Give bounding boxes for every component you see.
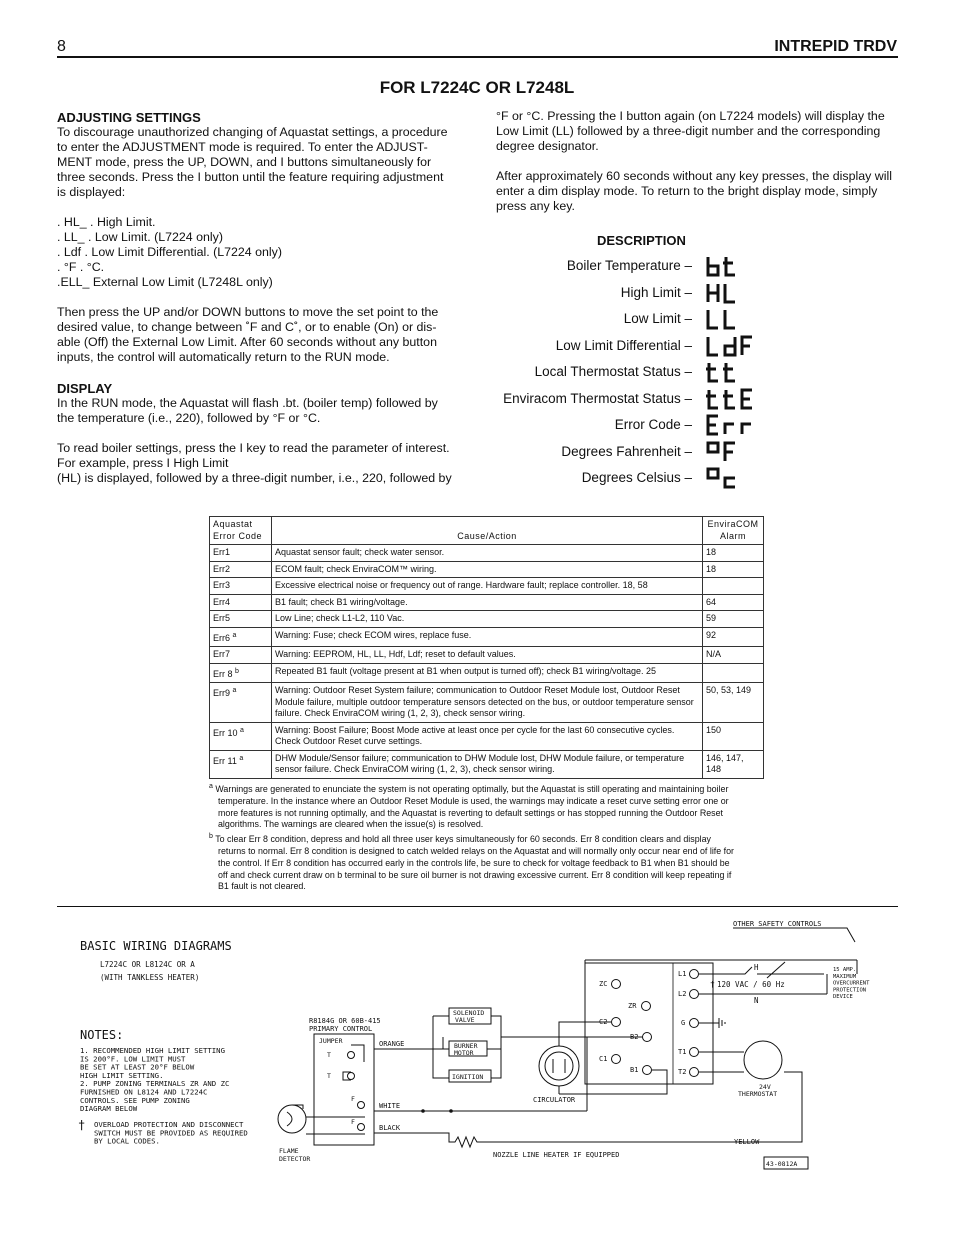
note-line: 2. PUMP ZONING TERMINALS ZR AND ZC xyxy=(80,1079,230,1089)
note-line: IS 200°F. LOW LIMIT MUST xyxy=(80,1054,186,1064)
text-line: inputs, the control will automatically return to the RUN mode. xyxy=(57,350,390,364)
display-heading: DISPLAY xyxy=(57,381,113,396)
display-code-ldf-icon xyxy=(705,334,760,358)
section-rule xyxy=(57,906,898,907)
burner-motor-label: MOTOR xyxy=(454,1049,474,1057)
cause-action-cell: ECOM fault; check EnviraCOM™ wiring. xyxy=(272,561,703,578)
vac-label: 120 VAC / 60 Hz xyxy=(717,980,785,989)
text-line: . °F . °C. xyxy=(57,260,105,274)
note-line: PROTECTION xyxy=(833,987,867,994)
table-row xyxy=(210,663,764,683)
svg-text:B1: B1 xyxy=(630,1066,639,1074)
note-line: DEVICE xyxy=(833,994,853,1001)
terminal-labels xyxy=(599,970,699,1077)
display-code-oc-icon xyxy=(705,466,743,490)
text-line: Then press the UP and/or DOWN buttons to move the set point to the xyxy=(57,305,439,319)
error-code-cell: Err6 $^a$ xyxy=(210,627,272,647)
svg-text:SOLENOID: SOLENOID xyxy=(453,1009,485,1017)
svg-text:L1: L1 xyxy=(678,970,687,978)
cause-action-cell: Warning: EEPROM, HL, LL, Hdf, Ldf; reset to default values. xyxy=(272,647,703,664)
dagger-icon: † xyxy=(78,1118,86,1132)
text-line: is displayed: xyxy=(57,185,126,199)
note-line: OVERCURRENT xyxy=(833,980,870,987)
note-line: BY LOCAL CODES. xyxy=(94,1136,160,1146)
svg-text:L2: L2 xyxy=(678,990,687,998)
svg-text:H: H xyxy=(754,963,759,972)
text-line: After approximately 60 seconds without any key presses, the display will xyxy=(496,169,893,183)
table-row xyxy=(210,627,764,647)
dagger-note xyxy=(94,1120,248,1146)
note-line: SWITCH MUST BE PROVIDED AS REQUIRED xyxy=(94,1128,248,1138)
svg-text:YELLOW: YELLOW xyxy=(734,1138,760,1146)
flame-detector-label: DETECTOR xyxy=(279,1155,311,1163)
cause-action-cell: B1 fault; check B1 wiring/voltage. xyxy=(272,594,703,611)
description-label: Boiler Temperature – xyxy=(566,258,692,273)
svg-text:T2: T2 xyxy=(678,1068,687,1076)
svg-text:T: T xyxy=(327,1051,331,1059)
table-row xyxy=(210,647,764,664)
primary-control-label: PRIMARY CONTROL xyxy=(309,1025,373,1033)
alarm-cell: N/A xyxy=(703,647,764,664)
note-line: DIAGRAM BELOW xyxy=(80,1104,138,1114)
svg-text:F: F xyxy=(351,1095,355,1103)
adjusting-intro xyxy=(57,125,467,200)
page-number: 8 xyxy=(57,38,66,55)
wiring-subtitle-1: L7224C OR L8124C OR A xyxy=(100,960,195,969)
adjusting-list xyxy=(57,215,467,290)
description-label: Low Limit Differential – xyxy=(555,337,692,353)
notes-title: NOTES: xyxy=(80,1028,124,1042)
note-line: FURNISHED ON L8124 AND L7224C xyxy=(80,1087,208,1097)
text-line: To discourage unauthorized changing of Aquastat settings, a procedure xyxy=(57,125,448,139)
note-line: MAXIMUM xyxy=(833,973,857,980)
alarm-cell: 18 xyxy=(703,561,764,578)
right-column xyxy=(496,109,906,214)
other-safety-label: OTHER SAFETY CONTROLS xyxy=(733,920,822,928)
text-line: three seconds. Press the I button until the feature requiring adjustment xyxy=(57,170,444,184)
display-code-of-icon xyxy=(705,440,743,464)
display-code-hl-icon xyxy=(705,281,743,305)
adjusting-then xyxy=(57,305,467,365)
display-code-err-icon xyxy=(705,413,760,437)
description-label: Local Thermostat Status – xyxy=(534,364,692,379)
error-code-cell: Err5 xyxy=(210,611,272,628)
table-row xyxy=(210,545,764,562)
svg-text:G: G xyxy=(681,1019,686,1027)
alarm-cell: 59 xyxy=(703,611,764,628)
error-code-cell: Err3 xyxy=(210,578,272,595)
solenoid-label: VALVE xyxy=(455,1016,475,1024)
note-line: BE SET AT LEAST 20°F BELOW xyxy=(80,1062,195,1072)
text-line: degree designator. xyxy=(496,139,599,153)
display-code-tte-icon xyxy=(705,387,760,411)
right-p2 xyxy=(496,169,906,214)
svg-text:24V: 24V xyxy=(759,1083,771,1091)
header-rule xyxy=(57,56,898,58)
adjusting-heading: ADJUSTING SETTINGS xyxy=(57,110,201,125)
table-row xyxy=(210,683,764,723)
alarm-cell: 146, 147, 148 xyxy=(703,750,764,778)
header-enviracom-alarm: EnviraCOM Alarm xyxy=(703,517,764,545)
text-line: MENT mode, press the UP, DOWN, and I buttons simultaneously for xyxy=(57,155,432,169)
table-row xyxy=(210,722,764,750)
svg-text:BURNER: BURNER xyxy=(454,1042,478,1050)
text-line: . HL_ . High Limit. xyxy=(57,215,156,229)
description-label: Degrees Fahrenheit – xyxy=(561,443,692,459)
svg-text:†: † xyxy=(710,980,715,989)
text-line: °F or °C. Pressing the I button again (on L7224 models) will display the xyxy=(496,109,885,123)
table-row xyxy=(210,750,764,778)
svg-text:B2: B2 xyxy=(630,1033,639,1041)
brand-title: INTREPID TRDV xyxy=(774,38,897,55)
svg-text:JUMPER: JUMPER xyxy=(319,1037,343,1045)
error-code-cell: Err4 xyxy=(210,594,272,611)
description-label: Enviracom Thermostat Status – xyxy=(503,390,692,406)
error-code-cell: Err 11 $^a$ xyxy=(210,750,272,778)
description-label: High Limit – xyxy=(620,284,692,300)
svg-text:ZC: ZC xyxy=(599,980,608,988)
svg-text:C2: C2 xyxy=(599,1018,608,1026)
cause-action-cell: DHW Module/Sensor failure; communication to DHW Module lost, DHW Module failure, or temperature sensor failure. Check EnviraCOM wiring (1, 2, 3), check sensor wiring. xyxy=(272,750,703,778)
table-row xyxy=(210,611,764,628)
table-row xyxy=(210,561,764,578)
header-error-code: Aquastat Error Code xyxy=(210,517,272,545)
display-p2 xyxy=(57,441,467,486)
description-label: Error Code – xyxy=(614,417,692,432)
display-p1 xyxy=(57,396,467,426)
svg-text:C1: C1 xyxy=(599,1055,608,1063)
text-line: able (Off) the External Low Limit. After 60 seconds without any button xyxy=(57,335,437,349)
page-title: FOR L7224C OR L7248L xyxy=(379,78,575,97)
description-label: Low Limit – xyxy=(623,311,692,326)
description-label: Degrees Celsius – xyxy=(581,470,692,485)
header-cause-action: Cause/Action xyxy=(272,517,703,545)
text-line: To read boiler settings, press the I key to read the parameter of interest. xyxy=(57,441,450,455)
svg-text:FLAME: FLAME xyxy=(279,1147,299,1155)
error-code-table xyxy=(209,516,764,779)
error-code-cell: Err7 xyxy=(210,647,272,664)
text-line: . LL_ . Low Limit. (L7224 only) xyxy=(57,230,223,244)
text-line: Low Limit (LL) followed by a three-digit number and the corresponding xyxy=(496,124,881,138)
thermostat-label: THERMOSTAT xyxy=(738,1090,778,1098)
error-code-cell: Err 10 $^a$ xyxy=(210,722,272,750)
right-p1 xyxy=(496,109,906,154)
text-line: In the RUN mode, the Aquastat will flash .bt. (boiler temp) followed by xyxy=(57,396,438,410)
error-code-cell: Err 8 $^b$ xyxy=(210,663,272,683)
svg-text:ORANGE: ORANGE xyxy=(379,1040,405,1048)
ignition-label: IGNITION xyxy=(452,1073,484,1081)
cause-action-cell: Excessive electrical noise or frequency out of range. Hardware fault; replace controller. 18, 58 xyxy=(272,578,703,595)
note-line: HIGH LIMIT SETTING. xyxy=(80,1070,164,1080)
figure-number: 43-0812A xyxy=(766,1160,798,1168)
footnotes xyxy=(209,781,739,893)
text-line: enter a dim display mode. To return to the bright display mode, simply xyxy=(496,184,878,198)
svg-text:ZR: ZR xyxy=(628,1002,637,1010)
wiring-diagram xyxy=(57,912,898,1182)
circulator-label: CIRCULATOR xyxy=(533,1096,576,1104)
svg-text:N: N xyxy=(754,996,759,1005)
note-line: 1. RECOMMENDED HIGH LIMIT SETTING xyxy=(80,1046,225,1055)
table-row xyxy=(210,578,764,595)
cause-action-cell: Aquastat sensor fault; check water sensor. xyxy=(272,545,703,562)
cause-action-cell: Warning: Outdoor Reset System failure; communication to Outdoor Reset Module lost, Outdoor Reset Module failure, multiple outdoor temperature sensors detected on the bus, or outdoor temperature sensor failure. Check EnviraCOM wiring (1, 2, 3), check sensor wiring. xyxy=(272,683,703,723)
error-code-cell: Err2 xyxy=(210,561,272,578)
nozzle-heater-label: NOZZLE LINE HEATER IF EQUIPPED xyxy=(493,1151,620,1159)
wiring-notes xyxy=(80,1046,229,1113)
footnote-a: $^a$ Warnings are generated to enunciate the system is not operating optimally, but the Aquastat is still operating and maintaining boiler temperature. In the instance where an Outdoor Reset Module is used, the warnings may indicate a reset curve setting error one or more features is not running optimally, and the Aquastat is reverting to default settings or has stopped running the Outdoor Reset algorithms. The warnings are cleared when the issue(s) is resolved. xyxy=(209,783,729,830)
svg-text:BLACK: BLACK xyxy=(379,1124,401,1132)
text-line: For example, press I High Limit xyxy=(57,456,229,470)
text-line: press any key. xyxy=(496,199,575,213)
table-row xyxy=(210,594,764,611)
text-line: desired value, to change between ˚F and C˚, or to enable (On) or dis- xyxy=(57,320,437,334)
note-line: OVERLOAD PROTECTION AND DISCONNECT xyxy=(94,1120,244,1129)
alarm-cell: 18 xyxy=(703,545,764,562)
wiring-subtitle-2: (WITH TANKLESS HEATER) xyxy=(100,973,200,982)
footnote-b: $^b$ To clear Err 8 condition, depress and hold all three user keys simultaneously for 60 seconds. Err 8 condition clears and display returns to normal. Err 8 condition is designed to catch welded relays on the Aquastat and will normally only occur near end of life for the control. If Err 8 condition has occurred early in the controls life, be sure to check for voltage feedback to B1 when B1 should be off and check current draw on b terminal to be sure oil burner is not drawing excessive current. Err 8 condition will keep repeating if B1 fault is not cleared. xyxy=(209,833,735,892)
alarm-cell: 64 xyxy=(703,594,764,611)
table-header-row xyxy=(210,517,764,545)
text-line: (HL) is displayed, followed by a three-digit number, i.e., 220, followed by xyxy=(57,471,452,485)
note-line: CONTROLS. SEE PUMP ZONING xyxy=(80,1095,190,1105)
error-code-cell: Err1 xyxy=(210,545,272,562)
left-column xyxy=(57,110,467,486)
alarm-cell: 50, 53, 149 xyxy=(703,683,764,723)
svg-text:T: T xyxy=(327,1072,331,1080)
svg-text:R8184G OR 60B-415: R8184G OR 60B-415 xyxy=(309,1017,381,1025)
text-line: to enter the ADJUSTMENT mode is required. To enter the ADJUST- xyxy=(57,140,428,154)
description-title: DESCRIPTION xyxy=(597,233,686,248)
alarm-cell: 92 xyxy=(703,627,764,647)
svg-text:WHITE: WHITE xyxy=(379,1102,401,1110)
svg-text:T1: T1 xyxy=(678,1048,687,1056)
error-code-cell: Err9 $^a$ xyxy=(210,683,272,723)
cause-action-cell: Warning: Boost Failure; Boost Mode active at least once per cycle for the last 60 consecutive cycles. Check Outdoor Reset curve settings. xyxy=(272,722,703,750)
cause-action-cell: Low Line; check L1-L2, 110 Vac. xyxy=(272,611,703,628)
overcurrent-note xyxy=(833,967,870,1000)
display-code-bt-icon xyxy=(705,254,743,278)
text-line: . Ldf . Low Limit Differential. (L7224 only) xyxy=(57,245,282,259)
wiring-title: BASIC WIRING DIAGRAMS xyxy=(80,939,232,953)
text-line: .ELL_ External Low Limit (L7248L only) xyxy=(57,275,273,289)
cause-action-cell: Repeated B1 fault (voltage present at B1 when output is turned off); check B1 wiring/voltage. 25 xyxy=(272,663,703,683)
alarm-cell xyxy=(703,663,764,683)
alarm-cell xyxy=(703,578,764,595)
svg-text:F: F xyxy=(351,1118,355,1126)
text-line: the temperature (i.e., 220), followed by °F or °C. xyxy=(57,411,321,425)
alarm-cell: 150 xyxy=(703,722,764,750)
note-line: 15 AMP. xyxy=(833,967,857,973)
cause-action-cell: Warning: Fuse; check ECOM wires, replace fuse. xyxy=(272,627,703,647)
display-code-tt-icon xyxy=(705,360,743,384)
display-code-ll-icon xyxy=(705,307,743,331)
